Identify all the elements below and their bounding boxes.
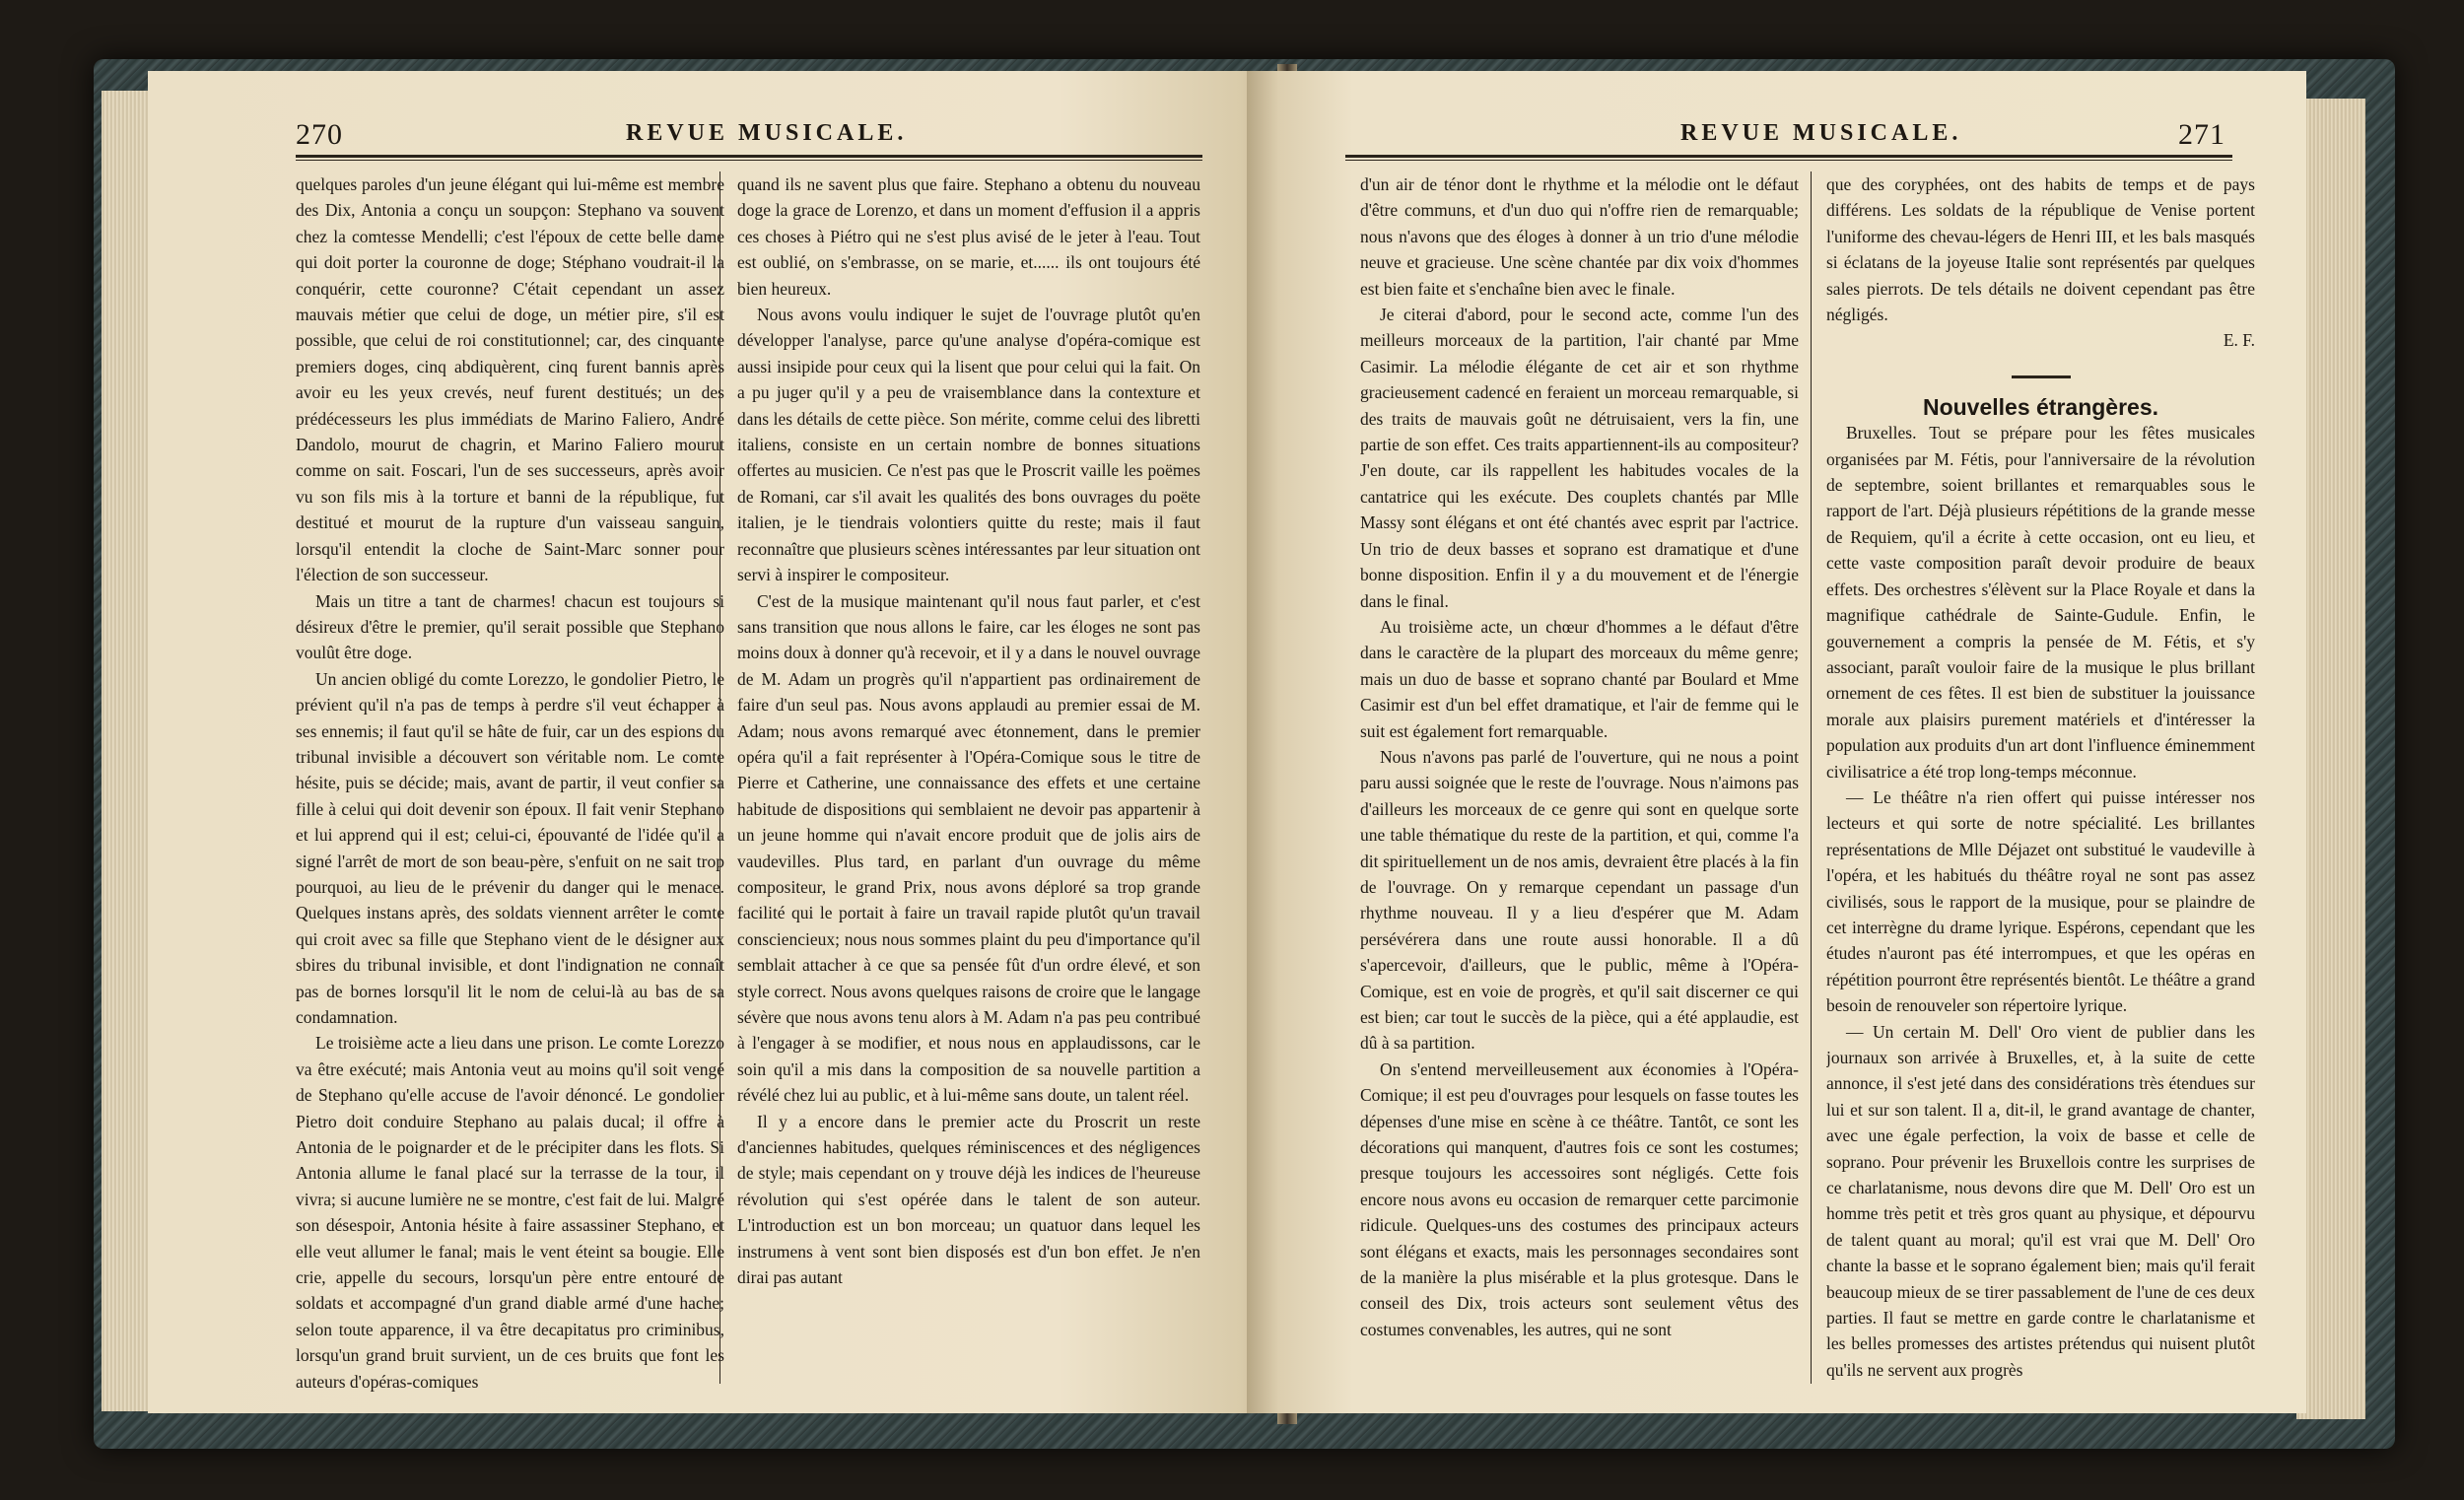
paragraph: d'un air de ténor dont le rhythme et la mélodie ont le défaut d'être communs, et d'un duo qui n'offre rien de remarquable; nous n'avons que des éloges à donner à un trio d'une mélodie neuve et gracieuse. Une scène chantée par dix voix d'hommes est bien faite et s'enchaîne bien avec le finale. bbox=[1360, 174, 1799, 299]
section-divider bbox=[2012, 375, 2071, 378]
paragraph: Le troisième acte a lieu dans une prison. Le comte Lorezzo va être exécuté; mais Antonia veut au moins qu'il soit vengé de Stephano qu'elle accuse de l'avoir dénoncé. Le gondolier Pietro doit conduire Stephano au palais ducal; il offre à Antonia de le poignarder et de le précipiter dans les flots. Si Antonia allume le fanal placé sur la terrasse de la tour, il vivra; si aucune lumière ne se montre, c'est fait de lui. Malgré son désespoir, Antonia hésite à faire assassiner Stephano, et elle veut allumer le fanal; mais le vent éteint sa bougie. Elle crie, appelle du secours, lorsqu'un père entre entouré de soldats et accompagné d'un grand diable armé d'une hache; selon toute apparence, il va être decapitatus pro criminibus, lorsqu'un grand bruit survient, un de ces bruits que font les auteurs d'opéras-comiques bbox=[296, 1033, 724, 1392]
paragraph: Mais un titre a tant de charmes! chacun est toujours si désireux d'être le premier, qu'il serait possible que Stephano voulût être doge. bbox=[296, 590, 724, 663]
header-rule bbox=[1345, 155, 2232, 161]
paragraph: quelques paroles d'un jeune élégant qui lui-même est membre des Dix, Antonia a conçu un soupçon: Stephano va souvent chez la comtesse Mendelli; c'est l'époux de cette belle dame qui doit porter la couronne de doge; Stéphano voudrait-il la conquérir, cette couronne? C'était cependant un assez mauvais métier que celui de doge, un métier pire, s'il est possible, que celui de roi constitutionnel; car, des cinquante premiers doges, cinq abdiquèrent, cinq furent bannis après avoir eu les yeux crevés, neuf furent destitués; un des prédécesseurs les plus immédiats de Marino Faliero, André Dandolo, mourut de chagrin, et Marino Faliero mourut comme on sait. Foscari, l'un de ses successeurs, après avoir vu son fils mis à la torture et banni de la république, fut destitué et mourut de la rupture d'un vaisseau sanguin, lorsqu'il entendit la cloche de Saint-Marc sonner pour l'élection de son successeur. bbox=[296, 174, 724, 585]
paragraph: Je citerai d'abord, pour le second acte, comme l'un des meilleurs morceaux de la partition, l'air chanté par Mme Casimir. La mélodie élégante de cet air et son rhythme gracieusement cadencé en feraient un morceau remarquable, si des traits de mauvais goût ne détruisaient, vers la fin, une partie de son effet. Ces traits appartiennent-ils au compositeur? J'en doute, car ils rappellent les habitudes vocales de la cantatrice qui les exécute. Des couplets chantés par Mlle Massy sont élégans et ont été chantés avec esprit par l'actrice. Un trio de deux basses et soprano est dramatique et d'une bonne disposition. Enfin il y a du mouvement et de l'énergie dans le final. bbox=[1360, 305, 1799, 611]
section-title: Nouvelles étrangères. bbox=[1922, 393, 2159, 420]
paragraph: Nous n'avons pas parlé de l'ouverture, qui ne nous a point paru aussi soignée que le reste de l'ouvrage. Nous n'aimons pas d'ailleurs les morceaux de ce genre qui sont en quelque sorte une table thématique du reste de la partition, et qui, comme l'a dit spirituellement un de nos amis, devraient être placés à la fin de l'ouvrage. On y remarque cependant un passage d'un rhythme nouveau. Il y a lieu d'espérer que M. Adam persévérera dans une route aussi honorable. Il a dû s'apercevoir, d'ailleurs, que le public, même à l'Opéra-Comique, est en voie de progrès, et qu'il sait discerner ce qui est bien; car tout le succès de la pièce, qui a été applaudie, est dû à sa partition. bbox=[1360, 746, 1799, 1054]
paragraph: — Le théâtre n'a rien offert qui puisse intéresser nos lecteurs et qui sorte de notre spécialité. Les brillantes représentations de Mlle Déjazet ont substitué le vaudeville à l'opéra, et les habitués du théâtre royal ne sont pas assez civilisés, sous le rapport de la musique, pour se plaindre de cet interrègne du drame lyrique. Espérons, cependant que les études n'auront pas été interrompues, et que les opéras en répétition pourront être représentés bientôt. Le théâtre a grand besoin de renouveler son répertoire lyrique. bbox=[1826, 786, 2255, 1016]
paragraph: Il y a encore dans le premier acte du Proscrit un reste d'anciennes habitudes, quelques réminiscences et des négligences de style; mais cependant on y trouve déjà les indices de l'heureuse révolution qui s'est opérée dans le talent de son auteur. L'introduction est un bon morceau; un quatuor dans lequel les instrumens à vent sont bien disposés est d'un bon effet. Je n'en dirai pas autant bbox=[737, 1111, 1200, 1288]
paragraph: Un ancien obligé du comte Lorezzo, le gondolier Pietro, le prévient qu'il n'a pas de temps à perdre s'il veut échapper à ses ennemis; il faut qu'il se hâte de fuir, car un des espions du tribunal invisible a découvert son véritable nom. Le comte hésite, puis se décide; mais, avant de partir, il veut confier sa fille à celui qui doit devenir son époux. Il fait venir Stephano et lui apprend qui il est; celui-ci, épouvanté de l'idée qu'il a signé l'arrêt de mort de son beau-père, s'enfuit on ne sait trop pourquoi, au lieu de le prévenir du danger qui le menace. Quelques instans après, des soldats viennent arrêter le comte qui croit avec sa fille que Stephano vient de le désigner aux sbires du tribunal invisible, et dont l'indignation ne connaît pas de bornes lorsqu'il lit le nom de celui-là au bas de sa condamnation. bbox=[296, 668, 724, 1027]
column-rule bbox=[1811, 171, 1812, 1384]
paragraph: Au troisième acte, un chœur d'hommes a le défaut d'être dans le caractère de la plupart des morceaux du même genre; mais un duo de basse et soprano chanté par Boulard et Mme Casimir est d'un bel effet dramatique, et l'air de femme qui le suit est également fort remarquable. bbox=[1360, 616, 1799, 741]
paragraph: C'est de la musique maintenant qu'il nous faut parler, et c'est sans transition que nous allons le faire, car les éloges ne sont pas moins doux à donner qu'à recevoir, et il y a dans le nouvel ouvrage de M. Adam un progrès qu'il n'appartient pas ordinairement de faire d'un seul pas. Nous avons applaudi au premier essai de M. Adam; nous avons remarqué avec étonnement, dans le premier opéra qu'il a fait représenter à l'Opéra-Comique sous le titre de Pierre et Catherine, une connaissance des effets et une certaine habitude de dispositions qui semblaient ne devoir pas appartenir à un jeune homme qui n'avait encore produit que de jolis airs de vaudevilles. Plus tard, en parlant d'un ouvrage du même compositeur, le grand Prix, nous avons déploré sa trop grande facilité qui le portait à faire un travail rapide plutôt qu'un travail consciencieux; nous nous sommes plaint du peu d'importance qu'il semblait attacher à ce que sa pensée fût d'un ordre élevé, et son style correct. Nous avons quelques raisons de croire que le langage sévère que nous avons tenu alors à M. Adam n'a pas peu contribué à l'engager à se modifier, et nous nous en applaudissons, car le soin qu'il a mis dans la composition de sa nouvelle partition a révélé chez lui au public, et à lui-même sans doute, un talent réel. bbox=[737, 590, 1200, 1106]
signature: E. F. bbox=[2223, 330, 2255, 351]
page-number: 271 bbox=[2178, 118, 2225, 151]
paragraph: Nous avons voulu indiquer le sujet de l'ouvrage plutôt qu'en développer l'analyse, parce qu'une analyse d'opéra-comique est aussi insipide pour ceux qui la lisent que pour celui qui la fait. On a pu juger qu'il y a peu de vraisemblance dans la contexture et dans les détails de cette pièce. Son mérite, comme celui des libretti italiens, consiste en un certain nombre de bonnes situations offertes au musicien. Ce n'est pas que le Proscrit vaille les poëmes de Romani, car s'il avait les qualités des bons ouvrages du poëte italien, je le tiendrais volontiers quitte du reste; mais il faut reconnaître que plusieurs scènes intéressantes par leur situation ont servi à inspirer le compositeur. bbox=[737, 305, 1200, 585]
paragraph: que des coryphées, ont des habits de temps et de pays différens. Les soldats de la république de Venise portent l'uniforme des chevau-légers de Henri III, et les bals masqués si éclatans de la joyeuse Italie sont représentés par quelques sales pierrots. De tels détails ne doivent cependant pas être négligés. bbox=[1826, 174, 2255, 325]
page-number: 270 bbox=[296, 118, 343, 151]
paragraph: quand ils ne savent plus que faire. Stephano a obtenu du nouveau doge la grace de Lorenzo, et dans un moment d'effusion il a appris ces choses à Piétro qui ne s'est plus avisé de le jeter à l'eau. Tout est oublié, on s'embrasse, on se marie, et...... ils ont toujours été bien heureux. bbox=[737, 174, 1200, 299]
right-page bbox=[1247, 71, 2306, 1413]
page-edges-right bbox=[2296, 99, 2365, 1419]
running-head: REVUE MUSICALE. bbox=[626, 120, 908, 146]
column-left-2 bbox=[737, 171, 1200, 1290]
left-page bbox=[148, 71, 1286, 1413]
column-left-1 bbox=[296, 171, 724, 1395]
column-rule bbox=[719, 171, 720, 1384]
paragraph: On s'entend merveilleusement aux économies à l'Opéra-Comique; il est peu d'ouvrages pour lesquels on fasse toutes les dépenses d'une mise en scène à ce théâtre. Tantôt, ce sont les décorations qui manquent, d'autres fois ce sont les costumes; presque toujours les accessoires sont négligés. Cette fois encore nous avons eu occasion de remarquer cette parcimonie ridicule. Quelques-uns des costumes des principaux acteurs sont élégans et exacts, mais les personnages secondaires sont de la manière la plus misérable et la plus grotesque. Dans le conseil des Dix, trois acteurs sont seulement vêtus des costumes convenables, les autres, qui ne sont bbox=[1360, 1058, 1799, 1339]
paragraph: Bruxelles. Tout se prépare pour les fêtes musicales organisées par M. Fétis, pour l'anniversaire de la révolution de septembre, soient brillantes et remarquables sous le rapport de l'art. Déjà plusieurs répétitions de la grande messe de Requiem, qu'il a écrite à cette occasion, ont eu lieu, et cette vaste composition paraît devoir produire de beaux effets. Des orchestres s'élèvent sur la Place Royale et dans la magnifique cathédrale de Sainte-Gudule. Enfin, le gouvernement a compris la pensée de M. Fétis, et s'y associant, paraît vouloir faire de la musique le plus brillant ornement de ces fêtes. Il est bien de substituer la jouissance morale aux plaisirs purement matériels et d'intéresser la population aux produits d'un art dont l'influence éminemment civilisatrice a été trop long-temps méconnue. bbox=[1826, 423, 2255, 782]
running-head: REVUE MUSICALE. bbox=[1680, 120, 1962, 146]
column-right-1 bbox=[1360, 171, 1799, 1342]
paragraph: — Un certain M. Dell' Oro vient de publier dans les journaux son arrivée à Bruxelles, et, à la suite de cette annonce, il s'est jeté dans des considérations très étendues sur lui et sur son talent. Il a, dit-il, le grand avantage de chanter, avec une égale perfection, la voix de basse et celle de soprano. Pour prévenir les Bruxellois contre les surprises de ce charlatanisme, nous devons dire que M. Dell' Oro est un homme très petit et très gros quant au physique, et dépourvu de talent quant au moral; qu'il est vrai que M. Dell' Oro chante la basse et le soprano également bien; mais qu'il ferait beaucoup mieux de se tirer passablement de l'une de ces deux parties. Il faut se mettre en garde contre le charlatanisme et les belles promesses des artistes prétendus qui nuisent plutôt qu'ils ne servent aux progrès bbox=[1826, 1021, 2255, 1380]
header-rule bbox=[296, 155, 1202, 161]
column-right-2 bbox=[1826, 171, 2255, 1383]
